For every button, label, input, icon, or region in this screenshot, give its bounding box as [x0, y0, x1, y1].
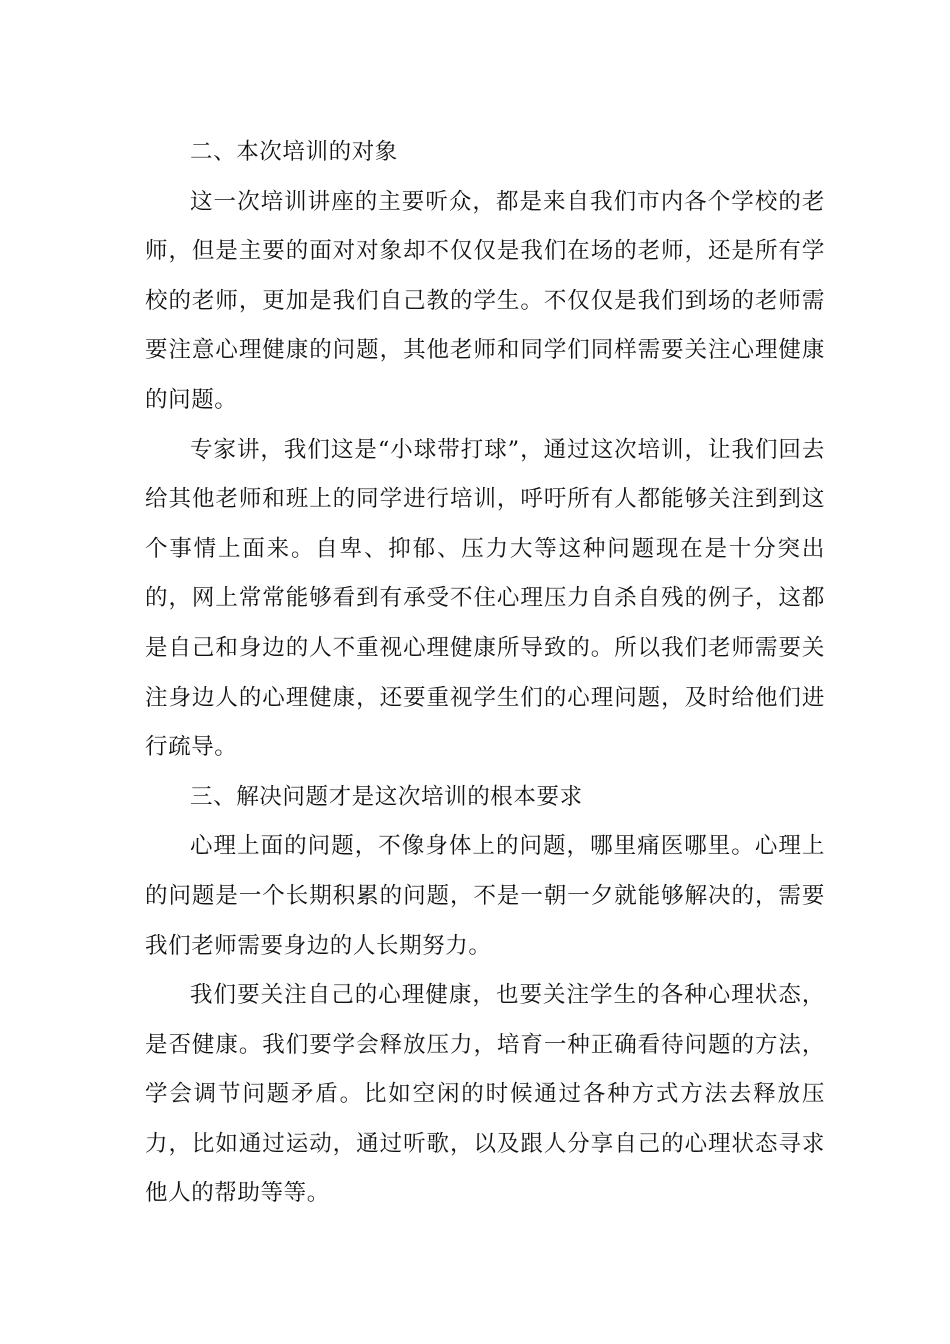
paragraph-long-term-problem: 心理上面的问题，不像身体上的问题，哪里痛医哪里。心理上的问题是一个长期积累的问题，不是一朝一夕就能够解决的，需要我们老师需要身边的人长期努力。 — [145, 833, 825, 959]
section-heading-2: 二、本次培训的对象 — [190, 139, 398, 165]
paragraph-stress-relief: 我们要关注自己的心理健康，也要关注学生的各种心理状态，是否健康。我们要学会释放压力，培育一种正确看待问题的方法，学会调节问题矛盾。比如空闲的时候通过各种方式方法去释放压力，比如通过运动，通过听歌，以及跟人分享自己的心理状态寻求他人的帮助等等。 — [145, 982, 825, 1207]
document-page — [145, 128, 825, 1219]
section-heading-3: 三、解决问题才是这次培训的根本要求 — [190, 783, 583, 810]
paragraph-target-audience: 这一次培训讲座的主要听众，都是来自我们市内各个学校的老师，但是主要的面对对象却不仅仅是我们在场的老师，还是所有学校的老师，更加是我们自己教的学生。不仅仅是我们到场的老师需要注意心理健康的问题，其他老师和同学们同样需要关注心理健康的问题。 — [145, 188, 825, 413]
paragraph-expert-comment: 专家讲，我们这是“小球带打球”，通过这次培训，让我们回去给其他老师和班上的同学进行培训，呼吁所有人都能够关注到到这个事情上面来。自卑、抑郁、压力大等这种问题现在是十分突出的，网上常常能够看到有承受不住心理压力自杀自残的例子，这都是自己和身边的人不重视心理健康所导致的。所以我们老师需要关注身边人的心理健康，还要重视学生们的心理问题，及时给他们进行疏导。 — [145, 436, 825, 761]
